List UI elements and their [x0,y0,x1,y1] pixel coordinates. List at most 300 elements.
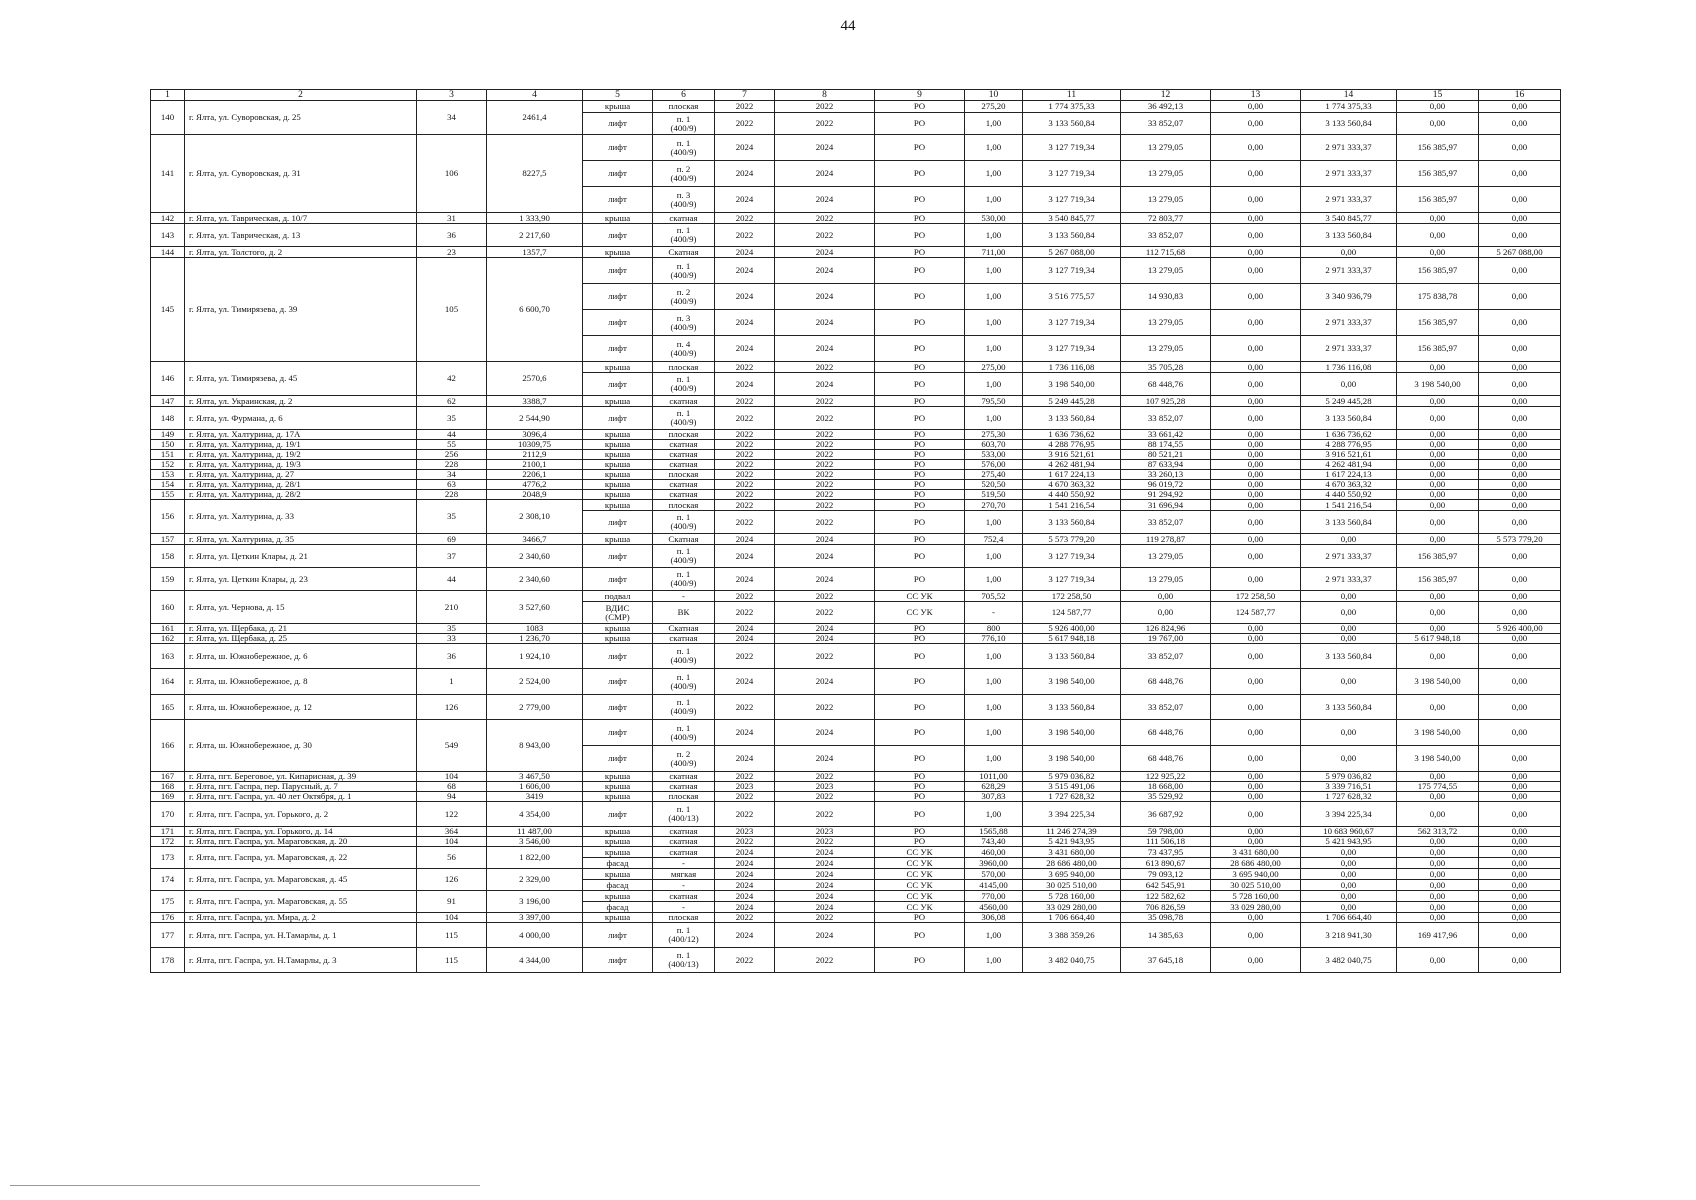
fund-method-cell: РО [875,490,965,500]
other-funds-cell: 0,00 [1479,545,1561,568]
apartments-count-cell: 94 [417,792,487,802]
work-detail-cell: плоская [653,430,715,440]
volume-cell: 307,83 [965,792,1023,802]
unit-cost-cell: 88 174,55 [1121,440,1211,450]
fund-funds-cell: 1 727 628,32 [1301,792,1397,802]
plan-year-cell: 2024 [715,634,775,644]
fund-method-cell: РО [875,450,965,460]
address-cell: г. Ялта, ул. Толстого, д. 2 [185,247,417,258]
plan-year-cell: 2024 [715,923,775,948]
owners-funds-cell: 33 029 280,00 [1211,902,1301,913]
fund-funds-cell: 0,00 [1301,602,1397,624]
plan-year-cell: 2022 [715,224,775,247]
table-row [151,213,1561,224]
plan-year-cell: 2023 [715,782,775,792]
row-number-cell: 157 [151,534,185,545]
table-row [151,480,1561,490]
done-year-cell: 2023 [775,782,875,792]
work-detail-cell: скатная [653,213,715,224]
volume-cell: 520,50 [965,480,1023,490]
table-row [151,720,1561,746]
total-cost-cell: 1 736 116,08 [1023,362,1121,373]
budget-funds-cell: 0,00 [1397,490,1479,500]
fund-method-cell: РО [875,440,965,450]
owners-funds-cell: 0,00 [1211,913,1301,923]
fund-method-cell: РО [875,511,965,534]
plan-year-cell: 2022 [715,490,775,500]
fund-funds-cell: 3 218 941,30 [1301,923,1397,948]
row-number-cell: 161 [151,624,185,634]
table-row [151,101,1561,113]
work-type-cell: лифт [583,258,653,284]
apartments-count-cell: 34 [417,101,487,135]
fund-method-cell: РО [875,534,965,545]
volume-cell: 776,10 [965,634,1023,644]
plan-year-cell: 2022 [715,470,775,480]
fund-funds-cell: 3 916 521,61 [1301,450,1397,460]
budget-funds-cell: 0,00 [1397,837,1479,847]
unit-cost-cell: 13 279,05 [1121,135,1211,161]
total-cost-cell: 5 979 036,82 [1023,772,1121,782]
address-cell: г. Ялта, пгт. Гаспра, пер. Парусный, д. 7 [185,782,417,792]
fund-funds-cell: 0,00 [1301,591,1397,602]
budget-funds-cell: 0,00 [1397,470,1479,480]
total-cost-cell: 5 617 948,18 [1023,634,1121,644]
apartments-count-cell: 104 [417,837,487,847]
volume-cell: 1,00 [965,948,1023,973]
done-year-cell: 2022 [775,837,875,847]
work-detail-cell: плоская [653,913,715,923]
row-number-cell: 151 [151,450,185,460]
work-detail-cell: мягкая [653,869,715,880]
column-header: 15 [1397,90,1479,101]
other-funds-cell: 0,00 [1479,591,1561,602]
work-detail-cell: Скатная [653,624,715,634]
fund-method-cell: РО [875,407,965,430]
fund-funds-cell: 0,00 [1301,534,1397,545]
plan-year-cell: 2022 [715,460,775,470]
work-type-cell: крыша [583,847,653,858]
row-number-cell: 170 [151,802,185,827]
unit-cost-cell: 13 279,05 [1121,161,1211,187]
row-number-cell: 143 [151,224,185,247]
budget-funds-cell: 0,00 [1397,602,1479,624]
done-year-cell: 2024 [775,534,875,545]
budget-funds-cell: 0,00 [1397,362,1479,373]
apartments-count-cell: 62 [417,396,487,407]
table-row [151,258,1561,284]
done-year-cell: 2022 [775,213,875,224]
other-funds-cell: 0,00 [1479,948,1561,973]
work-type-cell: крыша [583,634,653,644]
unit-cost-cell: 111 506,18 [1121,837,1211,847]
other-funds-cell: 0,00 [1479,284,1561,310]
total-cost-cell: 3 133 560,84 [1023,224,1121,247]
fund-method-cell: РО [875,470,965,480]
work-detail-cell: п. 1 (400/9) [653,695,715,720]
done-year-cell: 2022 [775,440,875,450]
unit-cost-cell: 33 852,07 [1121,695,1211,720]
work-detail-cell: п. 4 (400/9) [653,336,715,362]
owners-funds-cell: 0,00 [1211,460,1301,470]
work-detail-cell: скатная [653,782,715,792]
other-funds-cell: 0,00 [1479,720,1561,746]
row-number-cell: 165 [151,695,185,720]
plan-year-cell: 2022 [715,430,775,440]
unit-cost-cell: 13 279,05 [1121,545,1211,568]
budget-funds-cell: 3 198 540,00 [1397,746,1479,772]
fund-funds-cell: 0,00 [1301,858,1397,869]
fund-method-cell: РО [875,837,965,847]
fund-method-cell: РО [875,568,965,591]
column-header: 16 [1479,90,1561,101]
address-cell: г. Ялта, ул. Халтурина, д. 35 [185,534,417,545]
area-cell: 4776,2 [487,480,583,490]
work-type-cell: лифт [583,948,653,973]
other-funds-cell: 5 573 779,20 [1479,534,1561,545]
total-cost-cell: 3 431 680,00 [1023,847,1121,858]
fund-funds-cell: 2 971 333,37 [1301,568,1397,591]
fund-method-cell: РО [875,336,965,362]
work-detail-cell: Скатная [653,247,715,258]
table-row [151,695,1561,720]
unit-cost-cell: 122 582,62 [1121,891,1211,902]
budget-funds-cell: 0,00 [1397,450,1479,460]
owners-funds-cell: 0,00 [1211,827,1301,837]
other-funds-cell: 0,00 [1479,792,1561,802]
fund-funds-cell: 0,00 [1301,847,1397,858]
done-year-cell: 2024 [775,624,875,634]
done-year-cell: 2022 [775,362,875,373]
apartments-count-cell: 37 [417,545,487,568]
fund-funds-cell: 3 133 560,84 [1301,644,1397,669]
area-cell: 1 606,00 [487,782,583,792]
unit-cost-cell: 35 705,28 [1121,362,1211,373]
owners-funds-cell: 0,00 [1211,258,1301,284]
capital-repair-table-container [150,89,1561,973]
table-row [151,772,1561,782]
budget-funds-cell: 156 385,97 [1397,310,1479,336]
area-cell: 3466,7 [487,534,583,545]
table-row [151,500,1561,511]
volume-cell: 1565,88 [965,827,1023,837]
fund-funds-cell: 2 971 333,37 [1301,310,1397,336]
done-year-cell: 2022 [775,460,875,470]
other-funds-cell: 0,00 [1479,880,1561,891]
work-type-cell: крыша [583,913,653,923]
done-year-cell: 2024 [775,336,875,362]
apartments-count-cell: 44 [417,430,487,440]
other-funds-cell: 0,00 [1479,891,1561,902]
work-type-cell: крыша [583,827,653,837]
address-cell: г. Ялта, пгт. Гаспра, ул. Мараговская, д. 20 [185,837,417,847]
plan-year-cell: 2022 [715,480,775,490]
budget-funds-cell: 0,00 [1397,213,1479,224]
owners-funds-cell: 0,00 [1211,695,1301,720]
table-row [151,624,1561,634]
unit-cost-cell: 72 803,77 [1121,213,1211,224]
apartments-count-cell: 115 [417,923,487,948]
unit-cost-cell: 33 852,07 [1121,113,1211,135]
budget-funds-cell: 3 198 540,00 [1397,669,1479,695]
total-cost-cell: 5 267 088,00 [1023,247,1121,258]
budget-funds-cell: 0,00 [1397,440,1479,450]
volume-cell: 519,50 [965,490,1023,500]
done-year-cell: 2022 [775,500,875,511]
work-detail-cell: п. 1 (400/9) [653,568,715,591]
volume-cell: 1,00 [965,135,1023,161]
fund-funds-cell: 1 706 664,40 [1301,913,1397,923]
area-cell: 2100,1 [487,460,583,470]
address-cell: г. Ялта, ул. Таврическая, д. 10/7 [185,213,417,224]
total-cost-cell: 3 916 521,61 [1023,450,1121,460]
plan-year-cell: 2024 [715,720,775,746]
work-detail-cell: п. 2 (400/9) [653,284,715,310]
owners-funds-cell: 172 258,50 [1211,591,1301,602]
apartments-count-cell: 104 [417,772,487,782]
other-funds-cell: 0,00 [1479,258,1561,284]
other-funds-cell: 0,00 [1479,310,1561,336]
done-year-cell: 2024 [775,135,875,161]
other-funds-cell: 0,00 [1479,161,1561,187]
work-type-cell: крыша [583,500,653,511]
work-type-cell: крыша [583,247,653,258]
owners-funds-cell: 0,00 [1211,113,1301,135]
column-header: 14 [1301,90,1397,101]
work-type-cell: крыша [583,430,653,440]
fund-funds-cell: 3 133 560,84 [1301,695,1397,720]
budget-funds-cell: 0,00 [1397,407,1479,430]
plan-year-cell: 2022 [715,440,775,450]
fund-funds-cell: 2 971 333,37 [1301,161,1397,187]
table-row [151,869,1561,880]
row-number-cell: 141 [151,135,185,213]
owners-funds-cell: 0,00 [1211,450,1301,460]
work-detail-cell: - [653,902,715,913]
other-funds-cell: 0,00 [1479,450,1561,460]
owners-funds-cell: 0,00 [1211,720,1301,746]
total-cost-cell: 124 587,77 [1023,602,1121,624]
apartments-count-cell: 36 [417,644,487,669]
fund-method-cell: РО [875,634,965,644]
work-type-cell: лифт [583,336,653,362]
done-year-cell: 2022 [775,802,875,827]
total-cost-cell: 3 127 719,34 [1023,545,1121,568]
fund-method-cell: СС УК [875,591,965,602]
row-number-cell: 147 [151,396,185,407]
owners-funds-cell: 3 695 940,00 [1211,869,1301,880]
column-header: 6 [653,90,715,101]
total-cost-cell: 3 127 719,34 [1023,161,1121,187]
budget-funds-cell: 0,00 [1397,802,1479,827]
table-row [151,396,1561,407]
budget-funds-cell: 169 417,96 [1397,923,1479,948]
unit-cost-cell: 36 492,13 [1121,101,1211,113]
unit-cost-cell: 31 696,94 [1121,500,1211,511]
unit-cost-cell: 59 798,00 [1121,827,1211,837]
fund-method-cell: РО [875,101,965,113]
work-type-cell: крыша [583,470,653,480]
volume-cell: 275,20 [965,101,1023,113]
fund-funds-cell: 0,00 [1301,373,1397,396]
apartments-count-cell: 115 [417,948,487,973]
address-cell: г. Ялта, ул. Цеткин Клары, д. 21 [185,545,417,568]
work-type-cell: лифт [583,284,653,310]
row-number-cell: 158 [151,545,185,568]
work-type-cell: лифт [583,407,653,430]
volume-cell: 1,00 [965,802,1023,827]
apartments-count-cell: 256 [417,450,487,460]
work-type-cell: крыша [583,490,653,500]
unit-cost-cell: 35 529,92 [1121,792,1211,802]
row-number-cell: 172 [151,837,185,847]
apartments-count-cell: 126 [417,695,487,720]
budget-funds-cell: 0,00 [1397,113,1479,135]
fund-funds-cell: 2 971 333,37 [1301,187,1397,213]
address-cell: г. Ялта, ш. Южнобережное, д. 12 [185,695,417,720]
owners-funds-cell: 0,00 [1211,545,1301,568]
row-number-cell: 153 [151,470,185,480]
done-year-cell: 2022 [775,101,875,113]
apartments-count-cell: 44 [417,568,487,591]
fund-funds-cell: 2 971 333,37 [1301,258,1397,284]
plan-year-cell: 2024 [715,669,775,695]
work-type-cell: крыша [583,772,653,782]
area-cell: 11 487,00 [487,827,583,837]
done-year-cell: 2024 [775,373,875,396]
budget-funds-cell: 0,00 [1397,772,1479,782]
done-year-cell: 2024 [775,284,875,310]
work-detail-cell: плоская [653,470,715,480]
work-type-cell: ВДИС (СМР) [583,602,653,624]
row-number-cell: 156 [151,500,185,534]
fund-method-cell: РО [875,624,965,634]
apartments-count-cell: 122 [417,802,487,827]
table-row [151,782,1561,792]
owners-funds-cell: 0,00 [1211,644,1301,669]
other-funds-cell: 0,00 [1479,440,1561,450]
done-year-cell: 2022 [775,602,875,624]
work-type-cell: лифт [583,187,653,213]
budget-funds-cell: 0,00 [1397,480,1479,490]
area-cell: 3096,4 [487,430,583,440]
fund-funds-cell: 4 288 776,95 [1301,440,1397,450]
table-row [151,460,1561,470]
plan-year-cell: 2022 [715,101,775,113]
total-cost-cell: 3 133 560,84 [1023,511,1121,534]
column-header: 9 [875,90,965,101]
fund-method-cell: РО [875,213,965,224]
unit-cost-cell: 33 852,07 [1121,511,1211,534]
done-year-cell: 2022 [775,644,875,669]
row-number-cell: 171 [151,827,185,837]
fund-funds-cell: 3 340 936,79 [1301,284,1397,310]
budget-funds-cell: 0,00 [1397,624,1479,634]
address-cell: г. Ялта, ул. Халтурина, д. 19/2 [185,450,417,460]
column-header: 12 [1121,90,1211,101]
total-cost-cell: 3 127 719,34 [1023,258,1121,284]
unit-cost-cell: 126 824,96 [1121,624,1211,634]
volume-cell: 743,40 [965,837,1023,847]
column-header: 5 [583,90,653,101]
budget-funds-cell: 0,00 [1397,396,1479,407]
row-number-cell: 173 [151,847,185,869]
fund-method-cell: РО [875,430,965,440]
other-funds-cell: 0,00 [1479,101,1561,113]
work-type-cell: крыша [583,213,653,224]
address-cell: г. Ялта, пгт. Гаспра, ул. 40 лет Октября, д. 1 [185,792,417,802]
volume-cell: 3960,00 [965,858,1023,869]
done-year-cell: 2022 [775,113,875,135]
total-cost-cell: 5 249 445,28 [1023,396,1121,407]
work-type-cell: крыша [583,534,653,545]
owners-funds-cell: 0,00 [1211,247,1301,258]
address-cell: г. Ялта, пгт. Гаспра, ул. Мараговская, д. 45 [185,869,417,891]
apartments-count-cell: 228 [417,490,487,500]
work-detail-cell: плоская [653,500,715,511]
row-number-cell: 163 [151,644,185,669]
unit-cost-cell: 68 448,76 [1121,669,1211,695]
fund-method-cell: РО [875,782,965,792]
done-year-cell: 2022 [775,396,875,407]
unit-cost-cell: 68 448,76 [1121,373,1211,396]
work-type-cell: лифт [583,746,653,772]
work-type-cell: лифт [583,310,653,336]
fund-method-cell: РО [875,135,965,161]
table-body [151,101,1561,973]
volume-cell: 306,08 [965,913,1023,923]
row-number-cell: 142 [151,213,185,224]
volume-cell: 270,70 [965,500,1023,511]
total-cost-cell: 3 133 560,84 [1023,695,1121,720]
work-detail-cell: п. 1 (400/9) [653,407,715,430]
fund-method-cell: РО [875,460,965,470]
owners-funds-cell: 0,00 [1211,511,1301,534]
row-number-cell: 168 [151,782,185,792]
row-number-cell: 144 [151,247,185,258]
volume-cell: - [965,602,1023,624]
unit-cost-cell: 33 852,07 [1121,407,1211,430]
unit-cost-cell: 642 545,91 [1121,880,1211,891]
work-detail-cell: - [653,591,715,602]
total-cost-cell: 5 728 160,00 [1023,891,1121,902]
row-number-cell: 149 [151,430,185,440]
done-year-cell: 2022 [775,792,875,802]
area-cell: 2048,9 [487,490,583,500]
fund-funds-cell: 3 133 560,84 [1301,407,1397,430]
plan-year-cell: 2022 [715,500,775,511]
plan-year-cell: 2024 [715,534,775,545]
address-cell: г. Ялта, ул. Халтурина, д. 27 [185,470,417,480]
budget-funds-cell: 0,00 [1397,591,1479,602]
volume-cell: 1,00 [965,568,1023,591]
area-cell: 2 544,90 [487,407,583,430]
unit-cost-cell: 68 448,76 [1121,720,1211,746]
plan-year-cell: 2024 [715,869,775,880]
unit-cost-cell: 80 521,21 [1121,450,1211,460]
work-detail-cell: п. 1 (400/9) [653,511,715,534]
fund-method-cell: СС УК [875,869,965,880]
volume-cell: 628,29 [965,782,1023,792]
area-cell: 3 467,50 [487,772,583,782]
other-funds-cell: 0,00 [1479,135,1561,161]
unit-cost-cell: 91 294,92 [1121,490,1211,500]
plan-year-cell: 2022 [715,591,775,602]
budget-funds-cell: 0,00 [1397,902,1479,913]
other-funds-cell: 0,00 [1479,480,1561,490]
work-type-cell: лифт [583,568,653,591]
total-cost-cell: 5 421 943,95 [1023,837,1121,847]
